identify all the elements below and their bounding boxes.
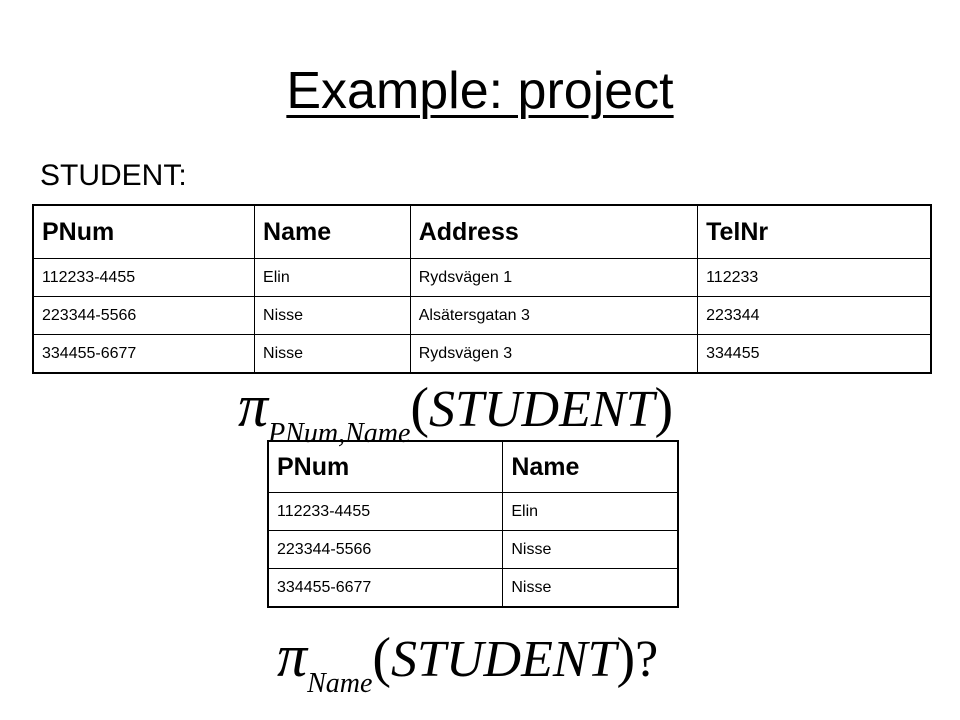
cell-telnr: 334455	[698, 335, 931, 374]
cell-pnum: 223344-5566	[33, 297, 255, 335]
table-row	[268, 493, 678, 531]
cell-pnum: 112233-4455	[268, 493, 503, 531]
table-header-row	[268, 441, 678, 493]
projection-attributes: PNum,Name	[268, 418, 411, 449]
projected-table	[267, 440, 679, 608]
cell-pnum: 334455-6677	[33, 335, 255, 374]
column-header-pnum: PNum	[268, 441, 503, 493]
pi-operator: π	[277, 623, 308, 689]
open-paren: (	[410, 377, 430, 439]
slide-title: Example: project	[286, 62, 674, 120]
table-row	[268, 569, 678, 608]
cell-address: Rydsvägen 3	[410, 335, 697, 374]
cell-pnum: 334455-6677	[268, 569, 503, 608]
cell-pnum: 223344-5566	[268, 531, 503, 569]
cell-telnr: 112233	[698, 259, 931, 297]
table-row	[268, 531, 678, 569]
cell-pnum: 112233-4455	[33, 259, 255, 297]
table-row	[33, 335, 931, 374]
cell-name: Nisse	[255, 335, 411, 374]
column-header-pnum: PNum	[33, 205, 255, 259]
table-row	[33, 297, 931, 335]
cell-name: Elin	[255, 259, 411, 297]
projection-formula-pnum-name	[238, 372, 674, 449]
pi-operator: π	[238, 373, 269, 439]
cell-address: Alsätersgatan 3	[410, 297, 697, 335]
cell-name: Nisse	[503, 569, 678, 608]
open-paren: (	[372, 627, 392, 689]
column-header-telnr: TelNr	[698, 205, 931, 259]
column-header-address: Address	[410, 205, 697, 259]
table-header-row	[33, 205, 931, 259]
cell-name: Elin	[503, 493, 678, 531]
column-header-name: Name	[255, 205, 411, 259]
relation-name: STUDENT	[391, 631, 617, 688]
column-header-name: Name	[503, 441, 678, 493]
close-paren: )	[616, 627, 636, 689]
close-paren: )	[654, 377, 674, 439]
projection-attributes: Name	[307, 668, 373, 699]
cell-name: Nisse	[503, 531, 678, 569]
question-mark: ?	[635, 631, 659, 688]
cell-address: Rydsvägen 1	[410, 259, 697, 297]
section-label-student: STUDENT:	[40, 159, 187, 192]
cell-name: Nisse	[255, 297, 411, 335]
projection-formula-name	[277, 622, 659, 699]
table-row	[33, 259, 931, 297]
relation-name: STUDENT	[429, 381, 655, 438]
student-table	[32, 204, 932, 374]
cell-telnr: 223344	[698, 297, 931, 335]
